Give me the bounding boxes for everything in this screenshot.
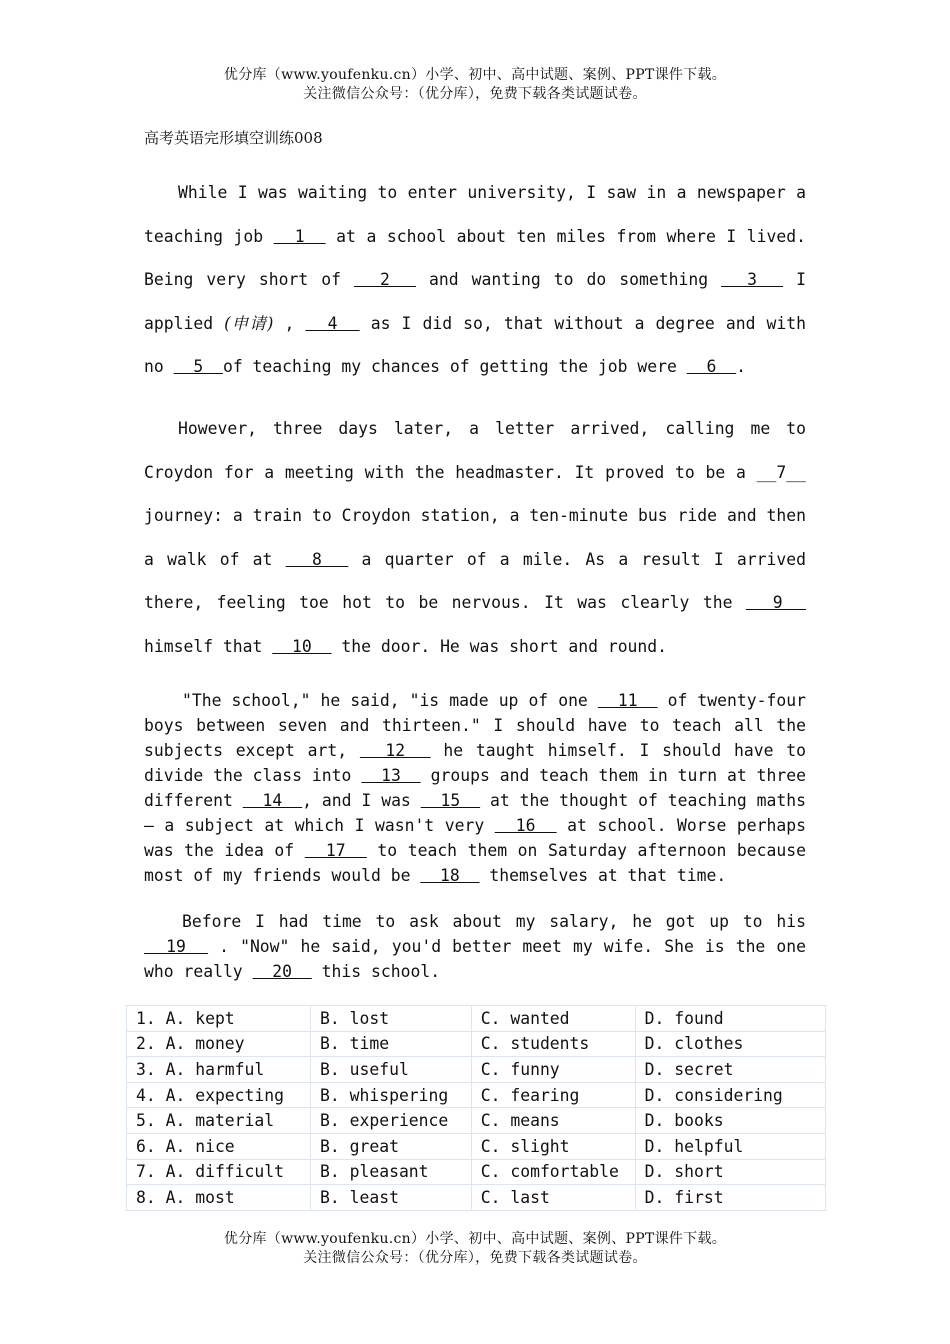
blank-2: 2 bbox=[354, 270, 416, 290]
blank-7: __7__ bbox=[756, 462, 806, 482]
text: . bbox=[736, 357, 746, 377]
table-row bbox=[127, 1108, 826, 1134]
paragraph-4 bbox=[144, 909, 806, 984]
blank-8: 8 bbox=[285, 549, 349, 569]
paragraph-1 bbox=[144, 171, 806, 389]
option-a: 7. A. difficult bbox=[127, 1159, 311, 1185]
header-line-2: 关注微信公众号：（优分库），免费下载各类试题试卷。 bbox=[303, 86, 647, 102]
blank-19: 19 bbox=[144, 937, 209, 956]
option-b: B. useful bbox=[311, 1057, 472, 1083]
table-row bbox=[127, 1057, 826, 1083]
text: , bbox=[273, 313, 306, 333]
text: as I did so, that without a degree and with no bbox=[144, 313, 806, 377]
option-b: B. least bbox=[311, 1185, 472, 1211]
blank-16: 16 bbox=[494, 816, 557, 835]
option-c: C. students bbox=[471, 1031, 635, 1057]
option-b: B. time bbox=[311, 1031, 472, 1057]
text: of twenty-four boys between seven and thirteen." I should have to teach all the subjects except art, bbox=[144, 691, 806, 760]
option-a: 8. A. most bbox=[127, 1185, 311, 1211]
option-a: 1. A. kept bbox=[127, 1006, 311, 1032]
option-c: C. wanted bbox=[471, 1006, 635, 1032]
text: himself that bbox=[144, 636, 273, 656]
table-row bbox=[127, 1006, 826, 1032]
blank-13: 13 bbox=[361, 766, 421, 785]
text: to teach them on Saturday afternoon because most of my friends would be bbox=[144, 841, 806, 885]
table-row bbox=[127, 1082, 826, 1108]
blank-6: 6 bbox=[686, 357, 737, 377]
text: and wanting to do something bbox=[415, 270, 722, 290]
option-b: B. experience bbox=[311, 1108, 472, 1134]
option-c: C. means bbox=[471, 1108, 635, 1134]
blank-20: 20 bbox=[252, 962, 312, 981]
option-b: B. whispering bbox=[311, 1082, 472, 1108]
option-d: D. secret bbox=[635, 1057, 825, 1083]
option-d: D. books bbox=[635, 1108, 825, 1134]
text: However, three days later, a letter arrived, calling me to Croydon for a meeting with the headmaster. It proved to be a bbox=[144, 419, 806, 482]
text: groups and teach them in turn at three different bbox=[144, 766, 806, 810]
option-a: 5. A. material bbox=[127, 1108, 311, 1134]
footer-line-1: 优分库（www.youfenku.cn）小学、初中、高中试题、案例、PPT课件下载。 bbox=[223, 1231, 727, 1247]
blank-17: 17 bbox=[304, 841, 367, 860]
blank-1: 1 bbox=[273, 226, 326, 246]
text: While I was waiting to enter university, I saw in a newspaper a teaching job bbox=[144, 183, 806, 246]
text: , and I was bbox=[302, 791, 421, 810]
table-row bbox=[127, 1159, 826, 1185]
chinese-gloss: (申请) bbox=[224, 313, 274, 333]
option-a: 4. A. expecting bbox=[127, 1082, 311, 1108]
text: themselves at that time. bbox=[479, 866, 727, 885]
text: at a school about ten miles from where I lived. Being very short of bbox=[144, 226, 806, 290]
blank-11: 11 bbox=[597, 691, 658, 710]
blank-10: 10 bbox=[272, 636, 332, 656]
blank-18: 18 bbox=[420, 866, 480, 885]
blank-5: 5 bbox=[173, 357, 223, 377]
option-b: B. great bbox=[311, 1133, 472, 1159]
table-row bbox=[127, 1185, 826, 1211]
option-c: C. funny bbox=[471, 1057, 635, 1083]
option-a: 3. A. harmful bbox=[127, 1057, 311, 1083]
blank-3: 3 bbox=[721, 270, 784, 290]
option-c: C. slight bbox=[471, 1133, 635, 1159]
table-row bbox=[127, 1031, 826, 1057]
option-a: 6. A. nice bbox=[127, 1133, 311, 1159]
text: at the thought of teaching maths — a subject at which I wasn't very bbox=[144, 791, 807, 835]
text: I applied bbox=[144, 270, 806, 333]
text: Before I had time to ask about my salary, he got up to his bbox=[182, 912, 806, 931]
header-line-1: 优分库（www.youfenku.cn）小学、初中、高中试题、案例、PPT课件下载。 bbox=[223, 67, 727, 83]
text: of teaching my chances of getting the job were bbox=[222, 357, 687, 377]
option-d: D. helpful bbox=[635, 1133, 825, 1159]
option-c: C. comfortable bbox=[471, 1159, 635, 1185]
option-c: C. last bbox=[471, 1185, 635, 1211]
blank-9: 9 bbox=[745, 593, 806, 613]
table-row bbox=[127, 1133, 826, 1159]
text: at school. Worse perhaps was the idea of bbox=[144, 816, 806, 860]
text: he taught himself. I should have to divide the class into bbox=[144, 741, 807, 785]
blank-15: 15 bbox=[420, 791, 481, 810]
option-d: D. first bbox=[635, 1185, 825, 1211]
paragraph-2 bbox=[144, 407, 806, 669]
text: journey: a train to Croydon station, a ten-minute bus ride and then a walk of at bbox=[144, 506, 806, 569]
text: this school. bbox=[311, 962, 441, 981]
option-d: D. clothes bbox=[635, 1031, 825, 1057]
text: the door. He was short and round. bbox=[331, 636, 668, 656]
text: "The school," he said, "is made up of one bbox=[182, 691, 598, 710]
option-a: 2. A. money bbox=[127, 1031, 311, 1057]
blank-12: 12 bbox=[359, 741, 431, 760]
option-d: D. short bbox=[635, 1159, 825, 1185]
options-table bbox=[126, 1005, 826, 1211]
option-b: B. lost bbox=[311, 1006, 472, 1032]
footer-line-2: 关注微信公众号：（优分库），免费下载各类试题试卷。 bbox=[303, 1250, 647, 1266]
option-b: B. pleasant bbox=[311, 1159, 472, 1185]
text: a quarter of a mile. As a result I arrived there, feeling toe hot to be nervous. It was clearly the bbox=[144, 549, 806, 613]
blank-14: 14 bbox=[242, 791, 303, 810]
option-c: C. fearing bbox=[471, 1082, 635, 1108]
blank-4: 4 bbox=[305, 313, 360, 333]
text: . "Now" he said, you'd better meet my wife. She is the one who really bbox=[144, 937, 806, 981]
page-title: 高考英语完形填空训练008 bbox=[144, 129, 323, 147]
option-d: D. found bbox=[635, 1006, 825, 1032]
paragraph-3 bbox=[144, 688, 806, 888]
option-d: D. considering bbox=[635, 1082, 825, 1108]
